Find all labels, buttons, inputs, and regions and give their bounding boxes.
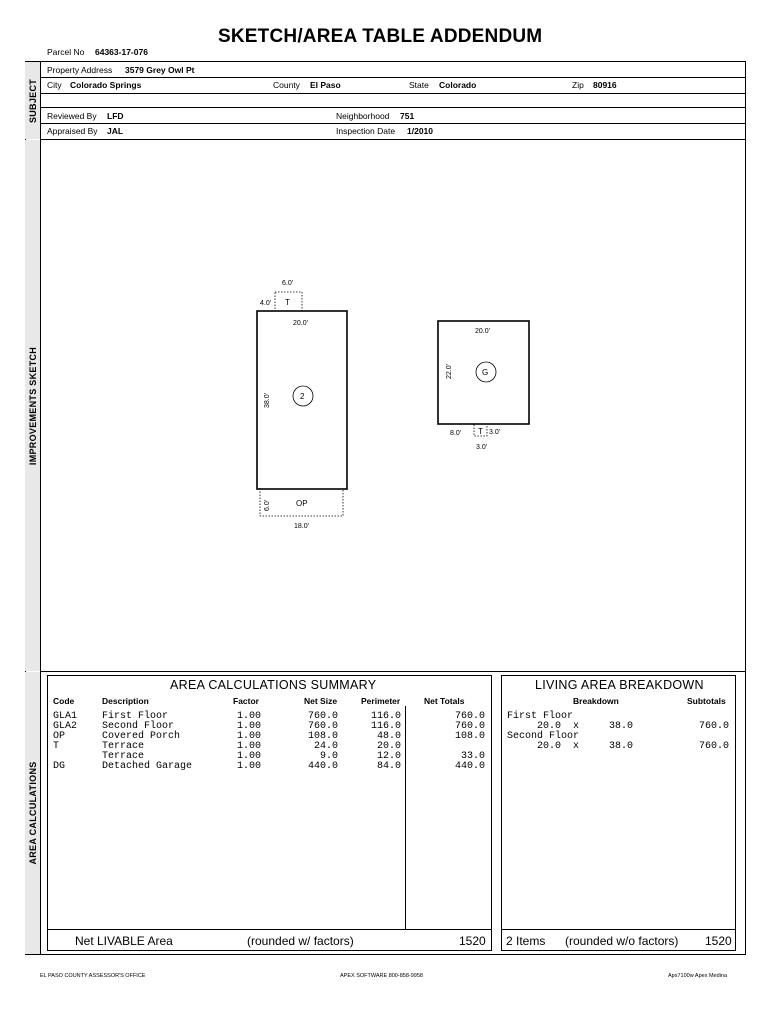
row-net-size: 108.0 bbox=[308, 731, 339, 742]
house-porch-depth: 6.0' bbox=[264, 499, 271, 511]
zip-value: 80916 bbox=[593, 80, 617, 90]
house-side-dim: 38.0' bbox=[264, 393, 271, 408]
row-net-total: 440.0 bbox=[455, 761, 486, 772]
house-porch-label: OP bbox=[296, 499, 308, 508]
row-description: Detached Garage bbox=[102, 761, 193, 772]
sidebar-subject-label: SUBJECT bbox=[27, 78, 38, 123]
row-code: GLA1 bbox=[53, 711, 78, 722]
row-factor: 1.00 bbox=[237, 761, 262, 772]
footer-center: APEX SOFTWARE 800-858-9958 bbox=[340, 973, 423, 979]
row-net-size: 24.0 bbox=[314, 741, 339, 752]
breakdown-text: Second Floor bbox=[507, 731, 580, 742]
footer-right: Apx7100w Apex Medina bbox=[668, 973, 728, 979]
row-perimeter: 20.0 bbox=[377, 741, 402, 752]
living-breakdown-title: LIVING AREA BREAKDOWN bbox=[535, 678, 704, 692]
row-factor: 1.00 bbox=[237, 741, 262, 752]
row-code: T bbox=[53, 741, 60, 752]
state-label: State bbox=[409, 80, 429, 90]
row-net-size: 760.0 bbox=[308, 711, 339, 722]
row-net-size: 9.0 bbox=[320, 751, 339, 762]
page-title: SKETCH/AREA TABLE ADDENDUM bbox=[218, 26, 543, 47]
garage-top-dim: 20.0' bbox=[475, 328, 490, 335]
row-code: GLA2 bbox=[53, 721, 78, 732]
net-totals-divider bbox=[405, 706, 406, 929]
address-label: Property Address bbox=[47, 65, 113, 75]
breakdown-text: 20.0 x 38.0 bbox=[507, 721, 634, 732]
address-value: 3579 Grey Owl Pt bbox=[125, 65, 195, 75]
neighborhood-value: 751 bbox=[400, 111, 415, 121]
garage-terrace-label: T bbox=[478, 427, 483, 436]
row-net-total: 760.0 bbox=[455, 711, 486, 722]
row-code: OP bbox=[53, 731, 66, 742]
breakdown-text: First Floor bbox=[507, 711, 574, 722]
col-header-net-size: Net Size bbox=[304, 696, 338, 706]
zip-label: Zip bbox=[572, 80, 584, 90]
area-summary-footer-line bbox=[47, 929, 492, 930]
col-header-breakdown: Breakdown bbox=[573, 696, 619, 706]
breakdown-text: 20.0 x 38.0 bbox=[507, 741, 634, 752]
breakdown-footer-total: 1520 bbox=[705, 934, 732, 948]
row-description: Terrace bbox=[102, 741, 145, 752]
row-description: First Floor bbox=[102, 711, 169, 722]
house-top-dim: 20.0' bbox=[293, 320, 308, 327]
row-code: DG bbox=[53, 761, 66, 772]
neighborhood-label: Neighborhood bbox=[336, 111, 390, 121]
house-terrace-label: T bbox=[285, 298, 290, 307]
row-description: Covered Porch bbox=[102, 731, 181, 742]
col-header-net-totals: Net Totals bbox=[424, 696, 465, 706]
state-value: Colorado bbox=[439, 80, 477, 90]
col-header-description: Description bbox=[102, 696, 149, 706]
house-terrace-width: 6.0' bbox=[282, 280, 294, 287]
row-factor: 1.00 bbox=[237, 731, 262, 742]
footer-left: EL PASO COUNTY ASSESSOR'S OFFICE bbox=[40, 973, 146, 979]
row-factor: 1.00 bbox=[237, 711, 262, 722]
row-net-size: 440.0 bbox=[308, 761, 339, 772]
row-description: Second Floor bbox=[102, 721, 175, 732]
garage-left-dim: 8.0' bbox=[450, 430, 462, 437]
city-label: City bbox=[47, 80, 62, 90]
row-factor: 1.00 bbox=[237, 721, 262, 732]
breakdown-footer-note: (rounded w/o factors) bbox=[565, 934, 679, 948]
breakdown-subtotal: 760.0 bbox=[699, 721, 730, 732]
area-summary-title: AREA CALCULATIONS SUMMARY bbox=[170, 678, 377, 692]
garage-bottom-dim: 3.0' bbox=[476, 444, 488, 451]
row-net-total: 760.0 bbox=[455, 721, 486, 732]
living-breakdown-footer-line bbox=[501, 929, 736, 930]
garage-side-dim: 22.0' bbox=[446, 364, 453, 379]
appraised-label: Appraised By bbox=[47, 126, 98, 136]
row-perimeter: 116.0 bbox=[371, 721, 402, 732]
parcel-label: Parcel No bbox=[47, 47, 85, 57]
parcel-value: 64363-17-076 bbox=[95, 47, 148, 57]
sidebar-area-label: AREA CALCULATIONS bbox=[27, 761, 38, 865]
col-header-factor: Factor bbox=[233, 696, 259, 706]
row-net-size: 760.0 bbox=[308, 721, 339, 732]
col-header-subtotals: Subtotals bbox=[687, 696, 726, 706]
col-header-perimeter: Perimeter bbox=[361, 696, 401, 706]
col-header-code: Code bbox=[53, 696, 75, 706]
house-floor-label: 2 bbox=[300, 392, 305, 401]
garage-right-dim: 3.0' bbox=[489, 429, 501, 436]
county-label: County bbox=[273, 80, 300, 90]
row-net-total: 108.0 bbox=[455, 731, 486, 742]
inspection-value: 1/2010 bbox=[407, 126, 433, 136]
garage-label: G bbox=[482, 368, 489, 377]
row-description: Terrace bbox=[102, 751, 145, 762]
house-terrace-depth: 4.0' bbox=[260, 300, 272, 307]
inspection-label: Inspection Date bbox=[336, 126, 396, 136]
net-livable-note: (rounded w/ factors) bbox=[247, 934, 354, 948]
row-perimeter: 48.0 bbox=[377, 731, 402, 742]
reviewed-label: Reviewed By bbox=[47, 111, 97, 121]
house-porch-width: 18.0' bbox=[294, 523, 309, 530]
county-value: El Paso bbox=[310, 80, 341, 90]
row-perimeter: 12.0 bbox=[377, 751, 402, 762]
net-livable-total: 1520 bbox=[459, 934, 486, 948]
net-livable-label: Net LIVABLE Area bbox=[75, 934, 173, 948]
reviewed-value: LFD bbox=[107, 111, 124, 121]
sidebar-sketch-label: IMPROVEMENTS SKETCH bbox=[27, 346, 38, 465]
city-value: Colorado Springs bbox=[70, 80, 142, 90]
row-net-total: 33.0 bbox=[461, 751, 486, 762]
breakdown-subtotal: 760.0 bbox=[699, 741, 730, 752]
row-factor: 1.00 bbox=[237, 751, 262, 762]
row-perimeter: 116.0 bbox=[371, 711, 402, 722]
breakdown-items-count: 2 Items bbox=[506, 934, 546, 948]
appraised-value: JAL bbox=[107, 126, 124, 136]
row-perimeter: 84.0 bbox=[377, 761, 402, 772]
